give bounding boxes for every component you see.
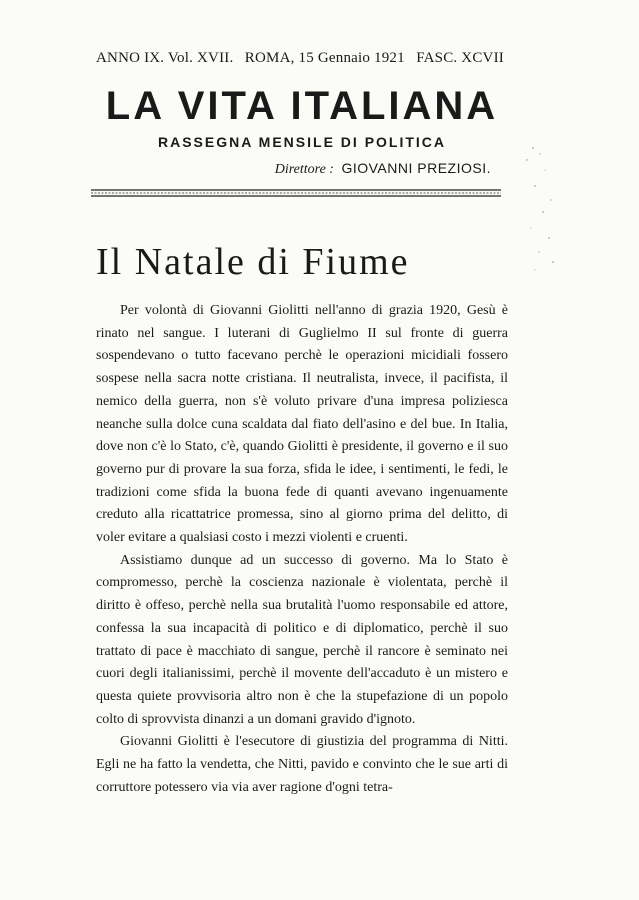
paragraph: Assistiamo dunque ad un successo di governo. Ma lo Stato è compromesso, perchè la coscienza nazionale è violentata, perchè il diritto è offeso, perchè nella sua brutalità l'uomo responsabile ed attore, confessa la sua incapacità di politico e di diplomatico, perchè il suo trattato di pace è macchiato di sangue, perchè il rancore è seminato nei cuori degli italianissimi, perchè il movente dell'accaduto è un mistero e questa quiete provvisoria altro non è che la stupefazione di un popolo colto di sprovvista dinanzi a un domani gravido d'ignoto. xyxy=(96,552,508,727)
article-title: Il Natale di Fiume xyxy=(96,241,410,283)
journal-title: LA VITA ITALIANA xyxy=(105,84,499,128)
paragraph: Per volontà di Giovanni Giolitti nell'anno di grazia 1920, Gesù è rinato nel sangue. I luterani di Guglielmo II sul fronte di guerra sospendevano o tutto facevano perchè le operazioni micidiali fossero sospese nella sacra notte cristiana. Il neutralista, invece, il pacifista, il nemico della guerra, non s'è voluto privare d'una impresa poliziesca neanche sulla dolce cuna scaldata dal fiato dell'asino e del bue. In Italia, dove non c'è lo Stato, c'è, quando Giolitti è presidente, il governo e il suo governo pur di provare la sua forza, sfida le idee, i sentimenti, le fedi, le tradizioni come sfida la buona fede di quanti avevano ingenuamente creduto alla ricattatrice promessa, sino al giorno prima del delitto, di voler evitare a qualsiasi costo i mezzi violenti e cruenti. xyxy=(96,303,508,546)
margin-specks xyxy=(505,140,565,280)
masthead-divider xyxy=(91,188,501,198)
masthead-line xyxy=(96,50,504,67)
fascicle-number: FASC. XCVII xyxy=(416,50,504,66)
issue-info: ANNO IX. Vol. XVII. xyxy=(96,50,234,66)
director-line xyxy=(96,160,491,178)
article-body xyxy=(96,300,508,799)
director-label: Direttore : xyxy=(274,162,334,177)
journal-subtitle: RASSEGNA MENSILE DI POLITICA xyxy=(157,134,447,150)
place-date: ROMA, 15 Gennaio 1921 xyxy=(244,50,405,66)
director-name: GIOVANNI PREZIOSI. xyxy=(341,160,491,176)
paragraph: Giovanni Giolitti è l'esecutore di giustizia del programma di Nitti. Egli ne ha fatto la vendetta, che Nitti, pavido e convinto che le sue arti di corruttore potessero via via aver ragione d'ogni tetra- xyxy=(96,734,508,795)
